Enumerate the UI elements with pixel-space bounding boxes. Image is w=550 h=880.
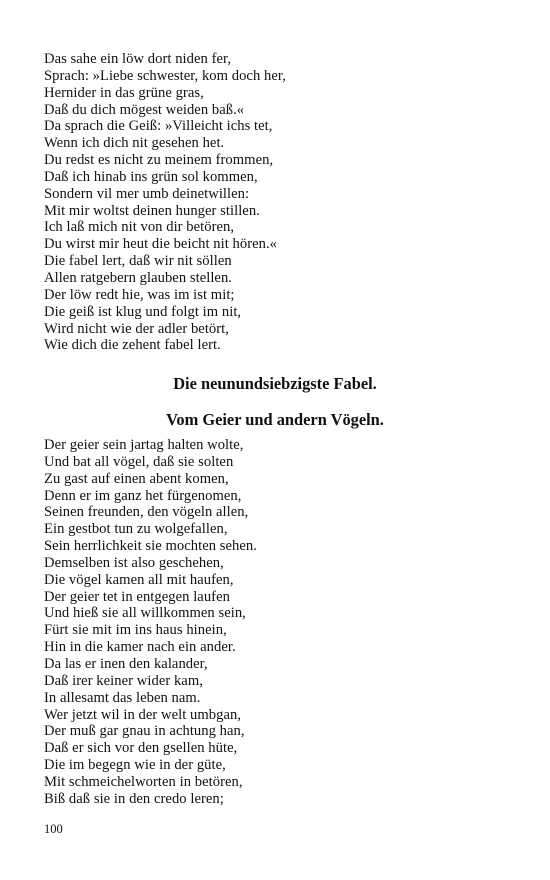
verse-line: Daß er sich vor den gsellen hüte,: [44, 740, 238, 757]
fable-title-heading: Vom Geier und andern Vögeln.: [166, 410, 384, 429]
verse-line: Du wirst mir heut die beicht nit hören.«: [44, 236, 278, 253]
verse-line: Hin in die kamer nach ein ander.: [44, 639, 236, 656]
verse-line: Der muß gar gnau in achtung han,: [44, 723, 245, 740]
verse-line: Ein gestbot tun zu wolgefallen,: [44, 521, 228, 538]
verse-line: Ich laß mich nit von dir betören,: [44, 219, 235, 236]
poem-bottom-stanza: [44, 437, 514, 808]
verse-line: Der löw redt hie, was im ist mit;: [44, 286, 235, 303]
verse-line: Da las er inen den kalander,: [44, 655, 208, 672]
verse-line: Da sprach die Geiß: »Villeicht ichs tet,: [44, 118, 273, 135]
verse-line: Die geiß ist klug und folgt im nit,: [44, 303, 242, 320]
verse-line: Hernider in das grüne gras,: [44, 84, 204, 101]
verse-line: Und bat all vögel, daß sie solten: [44, 453, 234, 470]
verse-line: Sondern vil mer umb deinetwillen:: [44, 185, 250, 202]
verse-line: Daß irer keiner wider kam,: [44, 672, 203, 689]
verse-line: Der geier sein jartag halten wolte,: [44, 437, 244, 453]
verse-line: Wenn ich dich nit gesehen het.: [44, 135, 225, 152]
fable-number-heading: Die neunundsiebzigste Fabel.: [173, 374, 377, 393]
verse-line: Und hieß sie all willkommen sein,: [44, 605, 246, 622]
verse-line: Daß du dich mögest weiden baß.«: [44, 101, 245, 118]
verse-line: Das sahe ein löw dort niden fer,: [44, 51, 232, 67]
verse-line: Die im begegn wie in der güte,: [44, 757, 226, 774]
verse-line: Der geier tet in entgegen laufen: [44, 588, 230, 605]
poem-top-stanza: [44, 51, 514, 354]
verse-line: Mit schmeichelworten in betören,: [44, 773, 243, 790]
page-number: 100: [44, 822, 63, 836]
verse-line: Wie dich die zehent fabel lert.: [44, 337, 221, 354]
verse-line: Wer jetzt wil in der welt umbgan,: [44, 706, 242, 723]
verse-line: Sprach: »Liebe schwester, kom doch her,: [44, 67, 286, 84]
verse-line: In allesamt das leben nam.: [44, 689, 201, 706]
verse-line: Mit mir woltst deinen hunger stillen.: [44, 202, 260, 219]
verse-line: Du redst es nicht zu meinem frommen,: [44, 152, 274, 169]
verse-line: Zu gast auf einen abent komen,: [44, 470, 229, 487]
verse-line: Allen ratgebern glauben stellen.: [44, 269, 233, 286]
verse-line: Denn er im ganz het fürgenomen,: [44, 487, 242, 504]
verse-line: Wird nicht wie der adler betört,: [44, 320, 229, 337]
verse-line: Seinen freunden, den vögeln allen,: [44, 504, 249, 521]
verse-line: Sein herrlichkeit sie mochten sehen.: [44, 538, 257, 555]
verse-line: Demselben ist also geschehen,: [44, 554, 224, 571]
verse-line: Daß ich hinab ins grün sol kommen,: [44, 168, 258, 185]
verse-line: Fürt sie mit im ins haus hinein,: [44, 622, 227, 639]
verse-line: Die fabel lert, daß wir nit söllen: [44, 253, 232, 270]
verse-line: Biß daß sie in den credo leren;: [44, 790, 224, 807]
verse-line: Die vögel kamen all mit haufen,: [44, 571, 234, 588]
